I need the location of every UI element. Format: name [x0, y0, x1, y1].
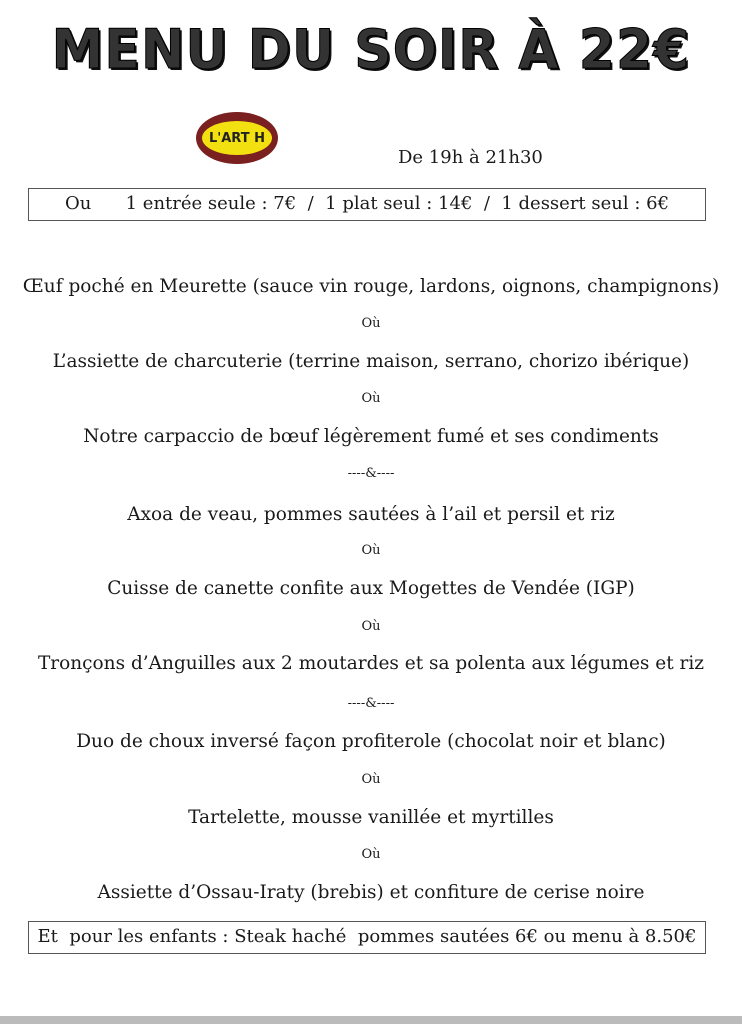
main-3: Tronçons d’Anguilles aux 2 moutardes et sa polenta aux légumes et riz — [37, 653, 705, 674]
separator-course: ----&---- — [347, 696, 395, 711]
main-1: Axoa de veau, pommes sautées à l’ail et persil et riz — [127, 504, 615, 525]
menu-title: MENU DU SOIR À 22€ — [51, 18, 691, 82]
a-la-carte-box — [28, 188, 706, 221]
service-hours: De 19h à 21h30 — [398, 147, 543, 168]
a-la-carte-prices: Ou 1 entrée seule : 7€ / 1 plat seul : 14€ / 1 dessert seul : 6€ — [64, 193, 670, 214]
kids-menu-box — [28, 921, 706, 954]
dessert-2: Tartelette, mousse vanillée et myrtilles — [188, 807, 554, 828]
separator-or: Où — [361, 316, 381, 331]
separator-or: Où — [361, 619, 381, 634]
restaurant-logo — [196, 112, 278, 164]
kids-menu-text: Et pour les enfants : Steak haché pommes sautées 6€ ou menu à 8.50€ — [37, 926, 697, 947]
dessert-1: Duo de choux inversé façon profiterole (chocolat noir et blanc) — [76, 731, 666, 752]
scan-edge — [0, 1016, 742, 1024]
separator-or: Où — [361, 847, 381, 862]
separator-course: ----&---- — [347, 466, 395, 481]
logo-mark: L'ART H — [202, 121, 272, 155]
dessert-3: Assiette d’Ossau-Iraty (brebis) et confiture de cerise noire — [97, 882, 645, 903]
separator-or: Où — [361, 772, 381, 787]
main-2: Cuisse de canette confite aux Mogettes de Vendée (IGP) — [107, 578, 635, 599]
separator-or: Où — [361, 543, 381, 558]
starter-3: Notre carpaccio de bœuf légèrement fumé et ses condiments — [83, 426, 659, 447]
separator-or: Où — [361, 391, 381, 406]
starter-2: L’assiette de charcuterie (terrine maison, serrano, chorizo ibérique) — [52, 351, 690, 372]
starter-1: Œuf poché en Meurette (sauce vin rouge, lardons, oignons, champignons) — [22, 276, 720, 297]
